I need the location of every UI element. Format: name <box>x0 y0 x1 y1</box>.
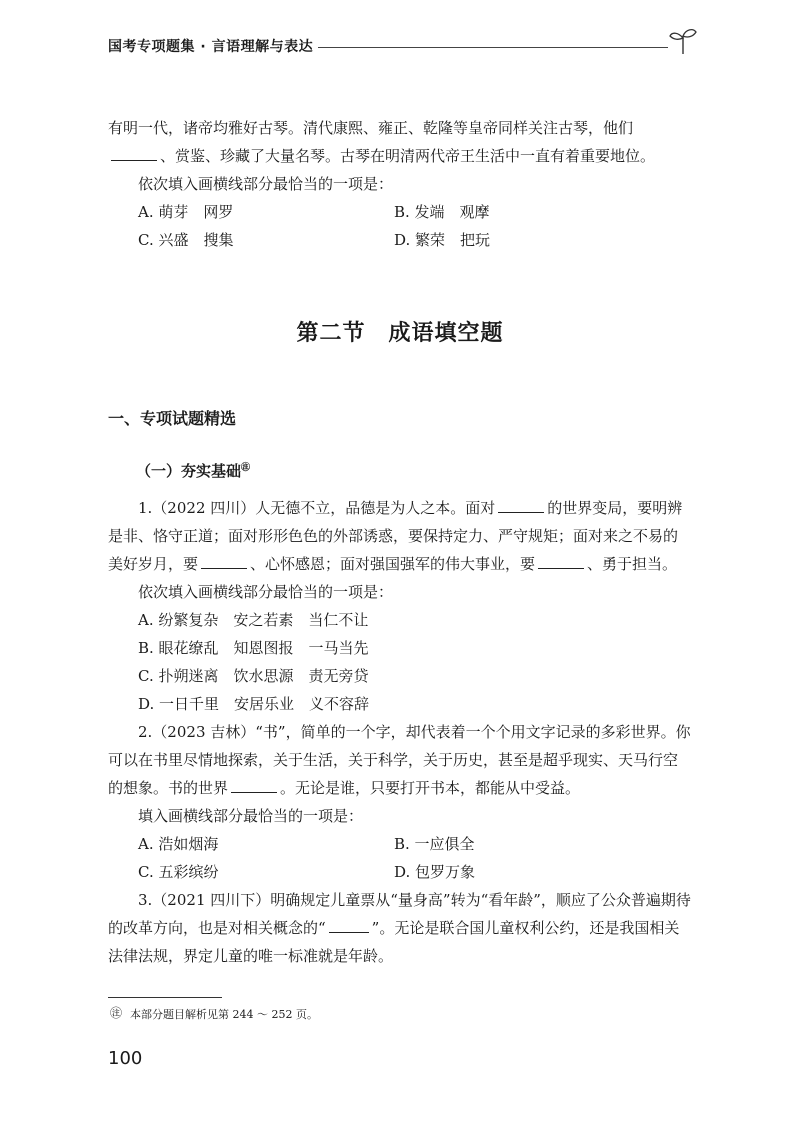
options-row <box>108 198 692 226</box>
options-row <box>108 226 692 254</box>
sprout-icon <box>668 24 698 56</box>
header-title: 国考专项题集 · 言语理解与表达 <box>108 39 314 55</box>
q1-option-d: D. 一日千里 安居乐业 义不容辞 <box>138 695 370 713</box>
footnote-mark: ㊟ <box>110 1006 123 1020</box>
question-3-stem <box>108 886 692 970</box>
options-row <box>108 858 692 886</box>
question-1-prompt: 依次填入画横线部分最恰当的一项是： <box>138 583 394 601</box>
answer-blank <box>111 145 157 161</box>
question-1-stem <box>108 494 692 578</box>
passage-line-2 <box>108 142 692 170</box>
q3-text: 3.（2021 四川下）明确规定儿童票从“量身高”转为“看年龄”，顺应了公众普遍期待的改革方向，也是对相关概念的“ <box>108 891 691 937</box>
answer-blank <box>329 917 369 933</box>
q3-text: ”。无论是联合国儿童权利公约，还是我国相关法律法规，界定儿童的唯一标准就是年龄。 <box>108 919 680 965</box>
question-prompt: 依次填入画横线部分最恰当的一项是： <box>138 175 394 193</box>
section-title: 第二节 成语填空题 <box>296 321 504 346</box>
question-2-stem <box>108 718 692 802</box>
q2-text: 。无论是谁，只要打开书本，都能从中受益。 <box>280 779 581 797</box>
q2-text: 2.（2023 吉林）“书”，简单的一个字，却代表着一个个用文字记录的多彩世界。你可以在书里尽情地探索，关于生活，关于科学，关于历史，甚至是超乎现实、天马行空的想象。书的世界 <box>108 723 691 797</box>
footnote-rule <box>108 997 222 998</box>
header-rule <box>318 47 668 48</box>
heading-level-2-text: （一）夯实基础 <box>136 462 242 480</box>
q1-option-a: A. 纷繁复杂 安之若素 当仁不让 <box>138 611 369 629</box>
option-b: B. 发端 观摩 <box>394 203 490 221</box>
options-row <box>108 830 692 858</box>
questions-block <box>108 494 692 970</box>
q2-option-c: C. 五彩缤纷 <box>138 863 219 881</box>
page-number: 100 <box>108 1048 143 1069</box>
q1-text: 的世界变局，要明辨是非、恪守正道；面对形形色色的外部诱惑，要保持定力、严守规矩；面对来之不易的美好岁月，要 <box>108 499 683 573</box>
q2-option-d: D. 包罗万象 <box>394 863 476 881</box>
heading-level-2 <box>136 460 250 481</box>
footnote-text: 本部分题目解析见第 244 ～ 252 页。 <box>130 1008 318 1021</box>
answer-blank <box>201 553 247 569</box>
question-2-prompt: 填入画横线部分最恰当的一项是： <box>138 807 364 825</box>
passage-line-1: 有明一代，诸帝均雅好古琴。清代康熙、雍正、乾隆等皇帝同样关注古琴，他们 <box>108 119 634 137</box>
option-d: D. 繁荣 把玩 <box>394 231 491 249</box>
q1-option-b: B. 眼花缭乱 知恩图报 一马当先 <box>138 639 369 657</box>
q2-option-a: A. 浩如烟海 <box>138 835 219 853</box>
option-c: C. 兴盛 搜集 <box>138 231 234 249</box>
q1-text: 1.（2022 四川）人无德不立，品德是为人之本。面对 <box>138 499 496 517</box>
top-passage <box>108 114 692 254</box>
answer-blank <box>231 777 277 793</box>
answer-blank <box>538 553 584 569</box>
passage-text: 、赏鉴、珍藏了大量名琴。古琴在明清两代帝王生活中一直有着重要地位。 <box>160 147 656 165</box>
answer-blank <box>498 497 544 513</box>
option-a: A. 萌芽 网罗 <box>138 203 234 221</box>
q2-option-b: B. 一应俱全 <box>394 835 475 853</box>
q1-text: 、心怀感恩；面对强国强军的伟大事业，要 <box>250 555 536 573</box>
heading-level-1: 一、专项试题精选 <box>108 409 237 428</box>
q1-text: 、勇于担当。 <box>587 555 678 573</box>
q1-option-c: C. 扑朔迷离 饮水思源 责无旁贷 <box>138 667 369 685</box>
footnote-ref-mark: ㊟ <box>241 463 251 473</box>
running-header <box>108 36 698 68</box>
